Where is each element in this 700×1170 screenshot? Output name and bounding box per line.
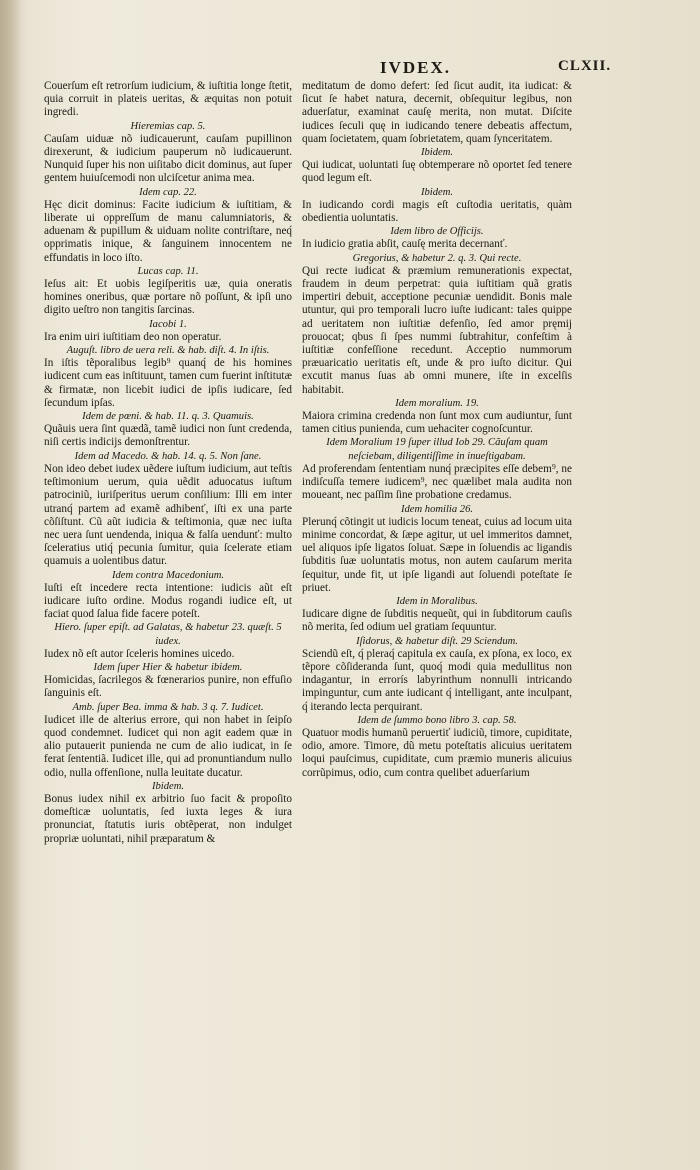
body-paragraph: Ieſus ait: Et uobis legiſperitis uæ, quia oneratis homines oneribus, quæ portare nõ poſſunt, & ipſi uno digito ueſtro non tangitis ſarcinas. <box>44 278 292 317</box>
citation-rubric: Iſidorus, & habetur diſt. 29 Sciendum. <box>356 635 518 647</box>
citation-rubric: Lucas cap. 11. <box>137 265 199 277</box>
folio-number: CLXII. <box>558 58 612 74</box>
citation-rubric: Hiero. ſuper epiſt. ad Galatas, & habetur 23. quæſt. 5 iudex. <box>54 622 282 647</box>
left-column <box>44 80 292 1050</box>
body-paragraph: Non ideo debet iudex uẽdere iuſtum iudicium, aut teſtis teſtimonium uerum, quia uẽdit aduocatus iuſtum patrociniũ, iuriſperitus uerum conſilium: Illi em inter utranq́ partem ad examẽ adhibenť, iſti ex una parte cõſiſtunt. Cũ aũt iudicia & teſtimonia, quæ nec iuſta nec uera ſunt uendenda, iniqua & falſa uendunť: multo ſceleratius utiq́ pecunia ſumitur, quia ſcelerate etiam quamuis a uolentibus datur. <box>44 462 292 568</box>
citation-rubric: Ibidem. <box>420 147 454 159</box>
citation-rubric: Idem cap. 22. <box>139 186 197 198</box>
body-paragraph: meditatum de domo defert: ſed ſicut audit, ita iudicat: & ſicut ſe habet natura, decernit, obſequitur legibus, non aduerſatur, examinat cauſę merita, non mutat. Diſcite iudices ſeculi quę in iudicando tenere debeatis affectum, quam ſocietatem, quam ſobrietatem, quam ſynceritatem. <box>302 80 572 145</box>
body-paragraph: Cauſam uiduæ nõ iudicauerunt, cauſam pupillinon direxerunt, & iudicium pauperum nõ iudicauerunt. Nunquid ſuper his non uiſitabo dicit dominus, aut ſuper gentem huiuſcemodi non ulciſcetur anima mea. <box>44 132 292 185</box>
citation-rubric: Idem homilia 26. <box>400 503 474 515</box>
citation-rubric: Idem de ſummo bono libro 3. cap. 58. <box>357 714 517 726</box>
citation-rubric: Ibidem. <box>420 186 454 198</box>
body-paragraph: Iudicare digne de ſubditis nequeũt, qui in ſubditorum cauſis nõ merita, ſed odium uel gratiam ſequuntur. <box>302 608 572 634</box>
citation-rubric: Idem Moralium 19 ſuper illud Iob 29. Cãuſam quam neſciebam, diligentiſſime in inueſtigabam. <box>326 437 548 462</box>
citation-rubric: Idem contra Macedonium. <box>111 569 225 581</box>
body-paragraph: Iudicet ille de alterius errore, qui non habet in ſeipſo quod condemnet. Iudicet qui non agit eadem quæ in alio putauerit punienda ne cum de alio iudicat, in ſe ferat ſententiã. Iudicet ille, qui ad pronuntiandum nullo odio, nulla offenſione, nulla leuitate ducatur. <box>44 713 292 779</box>
body-paragraph: Sciendũ eſt, q́ pleraq́ capitula ex cauſa, ex pſona, ex loco, ex tẽpore cõſideranda ſunt, quoq́ modi quia medullitus non indagantur, in errorís labyrinthum nonnulli intricando impinguntur, cum ante iudicant q́ intelligant, ante inculpant, q́ iterando lecta perquirant. <box>302 647 572 713</box>
body-paragraph: In iudicio gratia abſit, cauſę merita decernanť. <box>302 238 508 251</box>
citation-rubric: Idem ſuper Hier & habetur ibidem. <box>93 661 243 673</box>
citation-rubric: Idem libro de Officijs. <box>390 226 484 238</box>
citation-rubric: Idem in Moralibus. <box>396 595 478 607</box>
citation-rubric: Amb. ſuper Bea. imma & hab. 3 q. 7. Iudicet. <box>72 701 264 713</box>
citation-rubric: Idem de pœni. & hab. 11. q. 3. Quamuis. <box>82 411 254 423</box>
body-paragraph: In iſtis tẽporalibus legib⁹ quanq́ de his homines iudicent cum eas inſtituunt, tamen cum fuerint inſtitutæ & firmatæ, non licebit iudici de ipſis iudicare, ſed ſecundum ipſas. <box>44 357 292 409</box>
body-paragraph: Qui iudicat, uoluntati ſuę obtemperare nõ oportet ſed tenere quod legum eſt. <box>302 159 572 185</box>
body-paragraph: Maiora crimina credenda non ſunt mox cum audiuntur, ſunt tamen citius punienda, cum uehaciter cognoſcuntur. <box>302 410 572 436</box>
body-paragraph: Iuſti eſt incedere recta intentione: iudicis aũt eſt iudicare iuſto ordine. Modus rogandi iudice eſt, ut faciat quod ſalua fide facere poteſt. <box>44 581 292 621</box>
running-head: IVDEX. <box>380 58 452 77</box>
body-paragraph: Iudex nõ eſt autor ſceleris homines uicedo. <box>44 647 235 660</box>
body-paragraph: Ad proferendam ſententiam nunq́ præcipites eſſe debem⁹, ne indiſcuſſa temere iudicem⁹, nec quælibet mala audita non moueant, nec paſſim ſine probatione credamus. <box>302 462 572 502</box>
citation-rubric: Gregorius, & habetur 2. q. 3. Qui recte. <box>352 252 522 264</box>
citation-rubric: Hieremias cap. 5. <box>130 120 206 132</box>
body-paragraph: Homicidas, ſacrilegos & fœnerarios punire, non effuſio ſanguinis eſt. <box>44 674 292 700</box>
body-paragraph: Plerunq́ cõtingit ut iudicis locum teneat, cuius ad locum uita minime concordat, & ſæpe agitur, ut uel immeritos damnet, uel aliquos ipſe ligatos ſoluat. Sæpe in ſoluendis ac ligandis ſubditis ſuæ uoluntatis motus, non autem cauſarum merita ſequitur, unde fit, ut ipſe ligandi aut ſoluendi poteſtate ſe priuet. <box>302 515 572 594</box>
right-column <box>302 80 572 1050</box>
body-paragraph: Quãuis uera ſint quædã, tamẽ iudici non ſunt credenda, niſi certis indicijs demonſtrentur. <box>44 423 292 449</box>
body-paragraph: Couerſum eſt retrorſum iudicium, & iuſtitia longe ſtetit, quia corruit in plateis ueritas, & æquitas non potuit ingredi. <box>44 80 292 119</box>
citation-rubric: Auguſt. libro de uera reli. & hab. diſt. 4. In iſtis. <box>66 345 270 357</box>
body-paragraph: Ira enim uiri iuſtitiam deo non operatur. <box>44 330 222 343</box>
citation-rubric: Ibidem. <box>151 780 185 792</box>
body-paragraph: Bonus iudex nihil ex arbitrio ſuo facit & propoſito domeſticæ uoluntatis, ſed iuxta leges & iura pronunciat, ſtatutis iuris obtẽperat, non indulget propriæ uoluntati, nihil præparatum & <box>44 792 292 845</box>
citation-rubric: Iacobi 1. <box>149 318 187 330</box>
citation-rubric: Idem ad Macedo. & hab. 14. q. 5. Non ſane. <box>74 450 262 462</box>
body-paragraph: Quatuor modis humanũ peruertiť iudiciũ, timore, cupiditate, odio, amore. Timore, dũ metu poteſtatis alicuius ueritatem loqui pauſcimus, cupiditate, cum præmio muneris alicuius corrũpimus, odio, cum contra quelibet aduerſarium <box>302 726 572 779</box>
body-paragraph: Hęc dicit dominus: Facite iudicium & iuſtitiam, & liberate ui oppreſſum de manu calumniatoris, & aduenam & pupillum & uiduam nolite contriſtare, neq́ opprimatis inique, & ſanguinem innocentem ne effundatis in loco iſto. <box>44 198 292 264</box>
citation-rubric: Idem moralium. 19. <box>395 397 479 409</box>
body-paragraph: In iudicando cordi magis eſt cuſtodia ueritatis, quàm obedientia uoluntatis. <box>302 198 572 225</box>
body-paragraph: Qui recte iudicat & præmium remunerationis expectat, fraudem in deum perpetrat: quia iuſtitiam quã gratis impertiri debuit, acceptione pecuniæ uendidit. Bonis male utuntur, qui pro temporali lucro iuſte iudicant: tales quippe ad ueritatem non iuſtitiæ defenſio, ſed amor pręmij prouocat; qbus ſi ſpes nummi ſubtrahitur, confeſtim à iuſtitiæ confeſſione recedunt. Acceptio nummorum præuaricatio ueritatis eſt, unde & pro iuſto dicitur. Qui excutit manus ſuas ab omni munere, iſte in excelſis habitabit. <box>302 264 572 396</box>
page-margin <box>592 80 672 1030</box>
